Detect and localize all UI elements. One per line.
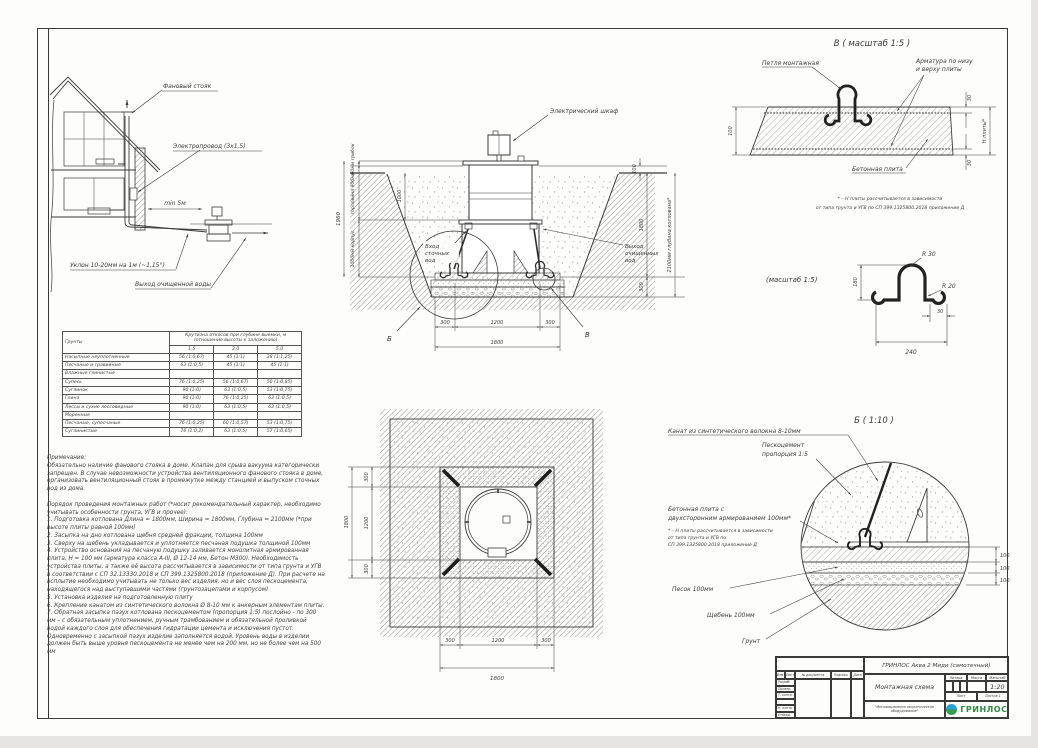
rebar-label-1: Арматура по низу (916, 58, 973, 65)
table-row: Лессы и сухие лессовидные 90 (1:0) 63 (1:0,5) 63 (1:0,5) (63, 403, 302, 411)
notes-item: 2. Засыпка на дно котлована щебня средней фракции, толщина 100мм (47, 532, 263, 539)
dim-w2: 1200 (490, 320, 504, 326)
massa-value (967, 681, 986, 692)
table-row: Песчаные и гравийные 63 (1:0,5) 45 (1:1) 45 (1:1) (63, 362, 302, 370)
notes-item: 5. Установка изделия на подготовленную плиту (47, 594, 193, 601)
stamp-row-nkontr: Н. контр. (778, 706, 794, 710)
notes-paragraph: Обязательно наличие фанового стояка в доме. Клапан для срыва вакуума категорически запрещен. В случае невозможности устройства вентиляционного фанового стояка в доме, организовать вентиляционный стояк в промежутке между станцией и выпуском сточных вод из дома. (47, 462, 324, 492)
b-footnote-1: * – Н плиты рассчитывается в зависимости (668, 529, 773, 534)
dim-w3: 300 (545, 320, 555, 326)
svg-text:вод: вод (425, 258, 436, 264)
slope-label: Уклон 10-20мм на 1м (~1,15°) (70, 262, 165, 269)
b-footnote-2: от типа грунта и УГВ по (668, 536, 727, 541)
tank-unit (459, 156, 542, 273)
sandcement-label-1: Пескоцемент (762, 442, 805, 449)
stamp-date-col (851, 679, 864, 718)
document-title: Монтажная схема (864, 674, 945, 701)
table-row: Насыпные неуплотненные 56 (1:0,67) 45 (1:1) 38 (1:1,25) (63, 353, 302, 361)
clean-water-out-label: Выход очищенной воды (135, 281, 212, 288)
depth-col-2: 3,0 (214, 345, 258, 353)
table-row: Суглинистые 76 (1:0,2) 63 (1:0,5) 57 (1:0,65) (63, 428, 302, 436)
cabinet-label: Электрический шкаф (550, 108, 619, 115)
svg-text:очищенных: очищенных (625, 251, 659, 257)
b-dim-3: 100 (1000, 578, 1010, 584)
title-block (775, 656, 1009, 719)
stamp-row-tkontr: Т. контр. (776, 692, 795, 699)
detail-b-title: Б ( 1:10 ) (854, 416, 894, 426)
house-leaders (70, 90, 262, 289)
litera-sub-1 (945, 681, 953, 692)
plan-dim-l1: 300 (364, 472, 370, 482)
stamp-h-izm: Изм. (776, 673, 785, 677)
notes-item: 1. Подготовка котлована Длина = 1800мм, Ширина = 1800мм, Глубина = 2100мм (*при высоте плиты равной 100мм) (47, 517, 312, 531)
company-slogan: "Инновационное экологическое оборудование" (864, 701, 945, 718)
hook-dim-30: 30 (937, 309, 944, 315)
stamp-h-sign: Подпись (831, 671, 851, 679)
electric-conduit (130, 188, 137, 200)
table-row-group: Моренные (63, 411, 302, 419)
excavation-cross-section (335, 95, 707, 365)
plan-dim-b3: 300 (541, 638, 551, 644)
svg-text:Выход: Выход (625, 244, 644, 250)
vent-stack-pipe (88, 100, 133, 222)
notes-order-heading: Порядок проведения монтажных работ (*носит рекомендательный характер, необходимо учитывать особенности грунта, УГВ и прочее): (47, 501, 321, 516)
dim-cap: 60мм грибок (351, 143, 356, 175)
stamp-row-utverd: Утверд. (776, 712, 795, 718)
marker-b-label: Б (387, 335, 392, 343)
scale-value: 1:20 (986, 681, 1009, 692)
svg-text:сточных: сточных (425, 251, 450, 257)
table-row: Глина 90 (1:0) 76 (1:0,25) 63 (1:0,5) (63, 395, 302, 403)
dim-neck-depth: 1000 (397, 189, 403, 203)
hook-scale-label: (масштаб 1:5) (766, 276, 818, 284)
detail-v-footnote-1: * – Н плиты рассчитывается в зависимости (837, 197, 943, 202)
dim-100: 100 (728, 126, 734, 136)
grinlos-logo-text: ГРИНЛОС (960, 704, 1008, 714)
excavation-plan-view (340, 405, 660, 695)
rope-label: Канат из синтетического волокна 8-10мм (668, 428, 801, 435)
b-slab-label-2: двухсторонним армированием 100мм* (668, 515, 791, 522)
notes-heading: Примечание: (47, 455, 87, 461)
detail-b-dims (966, 547, 1000, 585)
dim-bedding: 300 (639, 282, 645, 292)
notes-item: 3. Сверху на щебень укладывается и уплотняется песчаная подушка толщиной 100мм (47, 540, 311, 547)
electric-wire-label: Электропровод (3х1,5) (173, 143, 246, 150)
table-row-group: Влажные глинистые (63, 370, 302, 378)
litera-header: Литера (945, 674, 967, 681)
concrete-slab-section (750, 107, 953, 155)
table-row: Суглинок 90 (1:0) 63 (1:0,5) 53 (1:0,75) (63, 386, 302, 394)
dim-h-plate: Н плиты* (982, 118, 988, 144)
hook-detail (756, 242, 1028, 368)
min-distance-label: min 5м (164, 200, 186, 207)
dim-pit-total: 2100мм глубина котлована* (667, 197, 673, 273)
dim-30-bottom: 30 (967, 159, 973, 167)
stamp-row-razrab: Разраб. (776, 679, 795, 686)
radius-20-label: R 20 (942, 283, 956, 290)
slab-label: Бетонная плита (852, 166, 903, 173)
dim-body: 1000мм корпус (351, 230, 356, 268)
hook-dim-width: 240 (905, 349, 917, 356)
detail-v-slab (700, 32, 1012, 224)
stamp-row-prover: Провер. (776, 686, 795, 693)
dim-pit-depth: 1800 (639, 218, 645, 232)
dim-neck: горловина 900мм (351, 171, 356, 215)
detail-v-title: В ( масштаб 1:5 ) (833, 39, 911, 49)
plan-dim-l2: 1200 (364, 516, 370, 530)
logo-cell (945, 701, 1009, 718)
massa-header: Масса (967, 674, 986, 681)
plan-dim-b2: 1200 (491, 638, 505, 644)
product-name: ГРИНЛОС Аква 2 Миди (самотечный) (864, 657, 1009, 674)
detail-b-content (776, 445, 1018, 677)
dim-30-top: 30 (967, 94, 973, 102)
sandcement-label-2: пропорция 1:5 (762, 451, 808, 458)
masshtab-header: Масштаб (986, 674, 1009, 681)
page-edge-bottom (0, 736, 1038, 748)
depth-col-3: 5,0 (258, 345, 302, 353)
bedding-layers (431, 273, 564, 297)
table-span-header: Крутизна откосов при глубине выемки, м (отношение высоты к заложению) (170, 332, 302, 346)
litera-sub-3 (960, 681, 967, 692)
svg-text:Вход: Вход (425, 244, 440, 250)
stamp-h-doc: № документа (795, 671, 831, 679)
litera-sub-2 (953, 681, 960, 692)
b-gravel (793, 573, 1018, 585)
loop-label: Петля монтажная (762, 60, 819, 67)
stamp-doc-col (795, 679, 831, 718)
marker-v-label: В (585, 331, 590, 339)
page-edge-right (1031, 0, 1038, 748)
soil-label: Грунт (742, 638, 761, 645)
dim-w-total: 1800 (490, 340, 504, 346)
detail-b-foundation (648, 385, 1014, 667)
svg-text:вод: вод (625, 258, 636, 264)
dim-w1: 300 (440, 320, 450, 326)
hook-dim-height: 180 (853, 277, 859, 287)
sheets-label: Листов 1 (977, 692, 1009, 701)
table-corner: Грунты (63, 332, 170, 354)
detail-v-footnote-2: от типа грунта и УГВ по СП 399.1325800.2018 приложение Д (815, 206, 965, 211)
notes-item: 7. Обратная засыпка пазух котлована пескоцементом (пропорция 1:5) послойно - по 300 мм – с обязательным уплотнением, ручным трамбованием и обязательной проливкой водой каждого слоя для обеспечения гидратации цемента и исключения пустот. Одновременно с засыпкой пазух изделие заполняется водой. Уровень воды в изделии должен быть выше уровня пескоцемента не менее чем на 200 мм, но не более чем на 500 мм (47, 610, 321, 655)
grinlos-logo-icon (946, 704, 957, 715)
table-row: Песчаные, супесчаные 76 (1:0,25) 60 (1:0,57) 53 (1:0,75) (63, 420, 302, 428)
plan-dim-b-total: 1800 (490, 676, 504, 682)
sand-label: Песок 100мм (672, 586, 714, 593)
b-slab-label-1: Бетонная плита с (668, 506, 725, 513)
b-sand (793, 562, 1018, 573)
radius-30-label: R 30 (922, 251, 936, 258)
plan-dim-b1: 300 (445, 638, 455, 644)
b-slab (798, 547, 1018, 562)
gravel-label: Щебень 100мм (707, 612, 755, 619)
notes-block (47, 455, 325, 657)
b-dim-1: 100 (1000, 553, 1010, 559)
depth-col-1: 1,5 (170, 345, 214, 353)
stamp-h-date: Дата (851, 671, 864, 679)
plan-dim-l3: 300 (364, 564, 370, 574)
electric-cabinet (488, 131, 510, 161)
notes-item: 6. Крепление канатом из синтетического волокна Ø 8-10 мм к анкерным элементам плиты. (47, 602, 325, 609)
sheet-label: Лист (945, 692, 977, 701)
notes-item: 4. Устройство основания на песчаную подушку заливается монолитная армированная плита, Н = 100 мм (арматура класса А-III, Ø 12-14 мм, Бетон М300). Необходимость устройства плиты, а также её высота рассчитывается в зависимости от типа грунта и УГВ в соответствии с СП 32.13330.2018 и СП 399.1325800.2018 (приложение Д). При расчете на всплытие необходимо учитывать не только вес изделия, но и вес слоя пескоцемента, находящегося над выступавшими частями (грунтозацепами и корпусом) (47, 548, 325, 593)
house-connection-drawing (40, 60, 340, 330)
b-footnote-3: СП 399.1325800.2018 приложение Д (668, 543, 757, 548)
stamp-blank-top (776, 657, 864, 671)
dim-above-ground: 100 (632, 164, 638, 174)
dim-total-height: 1960 (336, 212, 342, 226)
plan-dim-l-total: 1800 (344, 515, 350, 529)
min-distance-dim (148, 200, 202, 209)
station-symbol (190, 207, 272, 241)
vent-stack-label: Фановый стояк (163, 83, 212, 90)
stamp-h-list: Лист (785, 673, 795, 677)
b-dim-2: 100 (1000, 566, 1010, 572)
rebar-label-2: и верху плиты (916, 66, 962, 73)
stamp-sign-col (831, 679, 851, 718)
anchor-hook-shape (873, 265, 945, 303)
soil-slope-table (62, 331, 302, 437)
table-row: Супесь 76 (1:0,25) 56 (1:0,67) 50 (1:0,85) (63, 378, 302, 386)
